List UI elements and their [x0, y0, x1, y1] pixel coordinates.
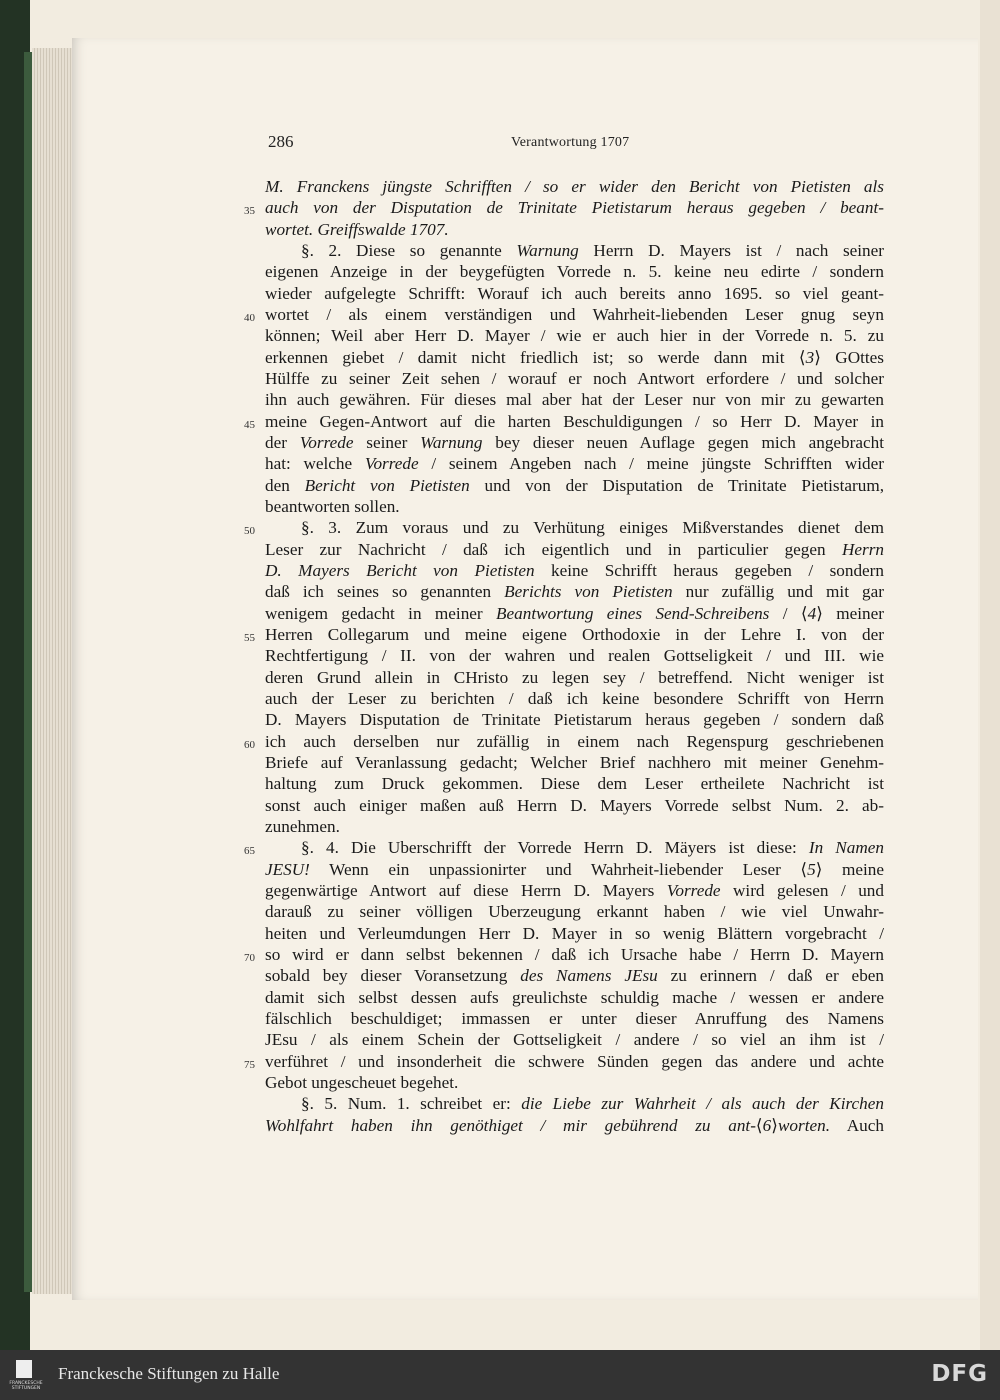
- logo-building-icon: [16, 1360, 32, 1378]
- text-line: daß ich seines so genannten Berichts von Pietisten nur zufällig und mit gar: [265, 582, 885, 602]
- text-line: wortet / als einem verständigen und Wahrheit-liebenden Leser gnug seyn: [265, 305, 884, 324]
- text-line: JEsu / als einem Schein der Gottseligkeit / andere / so viel an ihm ist /: [265, 1030, 884, 1050]
- text-line: verführet / und insonderheit die schwere Sünden gegen das andere und achte: [265, 1051, 884, 1071]
- text-line: ich auch derselben nur zufällig in einem nach Regenspurg geschriebenen: [265, 731, 884, 751]
- page-stack-edge: [32, 48, 76, 1294]
- text-line: haltung zum Druck gekommen. Diese dem Leser ertheilete Nachricht ist: [265, 774, 884, 794]
- text-line: Hülffe zu seiner Zeit sehen / worauf er noch Antwort erfordere / und solcher: [265, 369, 884, 388]
- text-line: JESU! Wenn ein unpassionirter und Wahrheit-liebender Leser ⟨5⟩ meine: [265, 859, 884, 879]
- text-line: §. 3. Zum voraus und zu Verhütung einiges Mißverstandes dienet dem: [301, 518, 884, 538]
- text-line: Wohlfahrt haben ihn genöthiget / mir gebührend zu ant-⟨6⟩worten. Auch: [265, 1115, 885, 1135]
- text-line: wenigem gedacht in meiner Beantwortung eines Send-Schreibens / ⟨4⟩ meiner: [265, 603, 884, 623]
- text-line: heiten und Verleumdungen Herr D. Mayer in so wenig Blättern vorgebracht /: [265, 923, 884, 943]
- text-line: §. 4. Die Uberschrifft der Vorrede Herrn D. Mäyers ist diese: In Namen: [301, 838, 884, 858]
- line-number: 65: [244, 845, 255, 858]
- text-line: Leser zur Nachricht / daß ich eigentlich und in particulier gegen Herrn: [265, 539, 884, 559]
- text-line: der Vorrede seiner Warnung bey dieser neuen Auflage gegen mich angebracht: [265, 433, 884, 452]
- text-line: auch der Leser zu berichten / daß ich keine besondere Schrifft von Herrn: [265, 688, 884, 708]
- text-line: auch von der Disputation de Trinitate Pietistarum heraus gegeben / beant-: [265, 198, 884, 218]
- page-number: 286: [268, 132, 294, 151]
- text-line: Briefe auf Veranlassung gedacht; Welcher Brief nachhero mit meiner Genehm-: [265, 752, 884, 772]
- francke-logo-icon: [6, 1356, 42, 1394]
- text-line: beantworten sollen.: [265, 496, 400, 516]
- institution-name: Franckesche Stiftungen zu Halle: [58, 1364, 280, 1383]
- text-line: Herren Collegarum und meine eigene Orthodoxie in der Lehre I. von der: [265, 624, 884, 644]
- text-line: so wird er dann selbst bekennen / daß ich Ursache habe / Herrn D. Mayern: [265, 944, 884, 964]
- line-number: 55: [244, 631, 255, 644]
- text-line: wortet. Greiffswalde 1707.: [265, 219, 449, 239]
- text-line: sonst auch einiger maßen auß Herrn D. Mayers Vorrede selbst Num. 2. ab-: [265, 795, 884, 815]
- line-number: 75: [244, 1058, 255, 1071]
- text-line: M. Franckens jüngste Schrifften / so er wider den Bericht von Pietisten als: [265, 177, 884, 196]
- text-line: D. Mayers Bericht von Pietisten keine Schrifft heraus gegeben / sondern: [265, 560, 884, 580]
- line-number: 35: [244, 205, 255, 218]
- text-line: können; Weil aber Herr D. Mayer / wie er auch hier in der Vorrede n. 5. zu: [265, 326, 884, 346]
- text-line: darauß zu seiner völligen Uberzeugung erkannt haben / wie viel Unwahr-: [265, 902, 884, 922]
- viewer-footer-bar: [0, 1350, 1000, 1400]
- text-line: Rechtfertigung / II. von der wahren und realen Gottseligkeit / und III. wie: [265, 646, 884, 666]
- text-line: D. Mayers Disputation de Trinitate Pietistarum heraus gegeben / sondern daß: [265, 710, 884, 730]
- text-line: fälschlich beschuldiget; immassen er unter dieser Anruffung des Namens: [265, 1008, 884, 1028]
- dfg-logo: DFG: [931, 1361, 988, 1387]
- running-head: Verantwortung 1707: [511, 135, 630, 150]
- text-line: sobald bey dieser Voransetzung des Namens JEsu zu erinnern / daß er eben: [265, 966, 885, 986]
- text-line: ihn auch gewähren. Für dieses mal aber hat der Leser nur von mir zu gewarten: [265, 390, 884, 410]
- line-number: 45: [244, 418, 255, 431]
- line-number: 50: [244, 525, 255, 538]
- text-line: deren Grund allein in CHristo zu legen sey / betreffend. Nicht weniger ist: [265, 667, 884, 687]
- text-line: meine Gegen-Antwort auf die harten Beschuldigungen / so Herr D. Mayer in: [265, 411, 884, 431]
- line-number: 40: [244, 312, 255, 324]
- line-number: 60: [244, 738, 255, 751]
- text-line: §. 5. Num. 1. schreibet er: die Liebe zur Wahrheit / als auch der Kirchen: [301, 1094, 884, 1114]
- text-line: hat: welche Vorrede / seinem Angeben nach / meine jüngste Schrifften wider: [265, 454, 884, 474]
- text-line: Gebot ungescheuet begehet.: [265, 1072, 459, 1092]
- text-line: §. 2. Diese so genannte Warnung Herrn D. Mayers ist / nach seiner: [301, 241, 884, 260]
- text-line: damit sich selbst dessen aufs greulichste schuldig mache / wessen er andere: [265, 987, 884, 1007]
- text-line: zunehmen.: [265, 816, 340, 836]
- text-line: gegenwärtige Antwort auf diese Herrn D. Mayers Vorrede wird gelesen / und: [265, 880, 884, 900]
- text-line: wieder aufgelegte Schrifft: Worauf ich auch bereits anno 1695. so viel geant-: [265, 283, 884, 303]
- line-number: 70: [244, 951, 255, 964]
- text-line: den Bericht von Pietisten und von der Disputation de Trinitate Pietistarum,: [265, 475, 884, 495]
- logo-text: FRANCKESCHE STIFTUNGEN: [9, 1381, 43, 1391]
- text-line: eigenen Anzeige in der beygefügten Vorrede n. 5. keine neu edirte / sondern: [265, 262, 884, 282]
- page-margin-right: [980, 0, 1000, 1350]
- text-line: erkennen giebet / damit nicht friedlich ist; so werde dann mit ⟨3⟩ GOttes: [265, 347, 884, 367]
